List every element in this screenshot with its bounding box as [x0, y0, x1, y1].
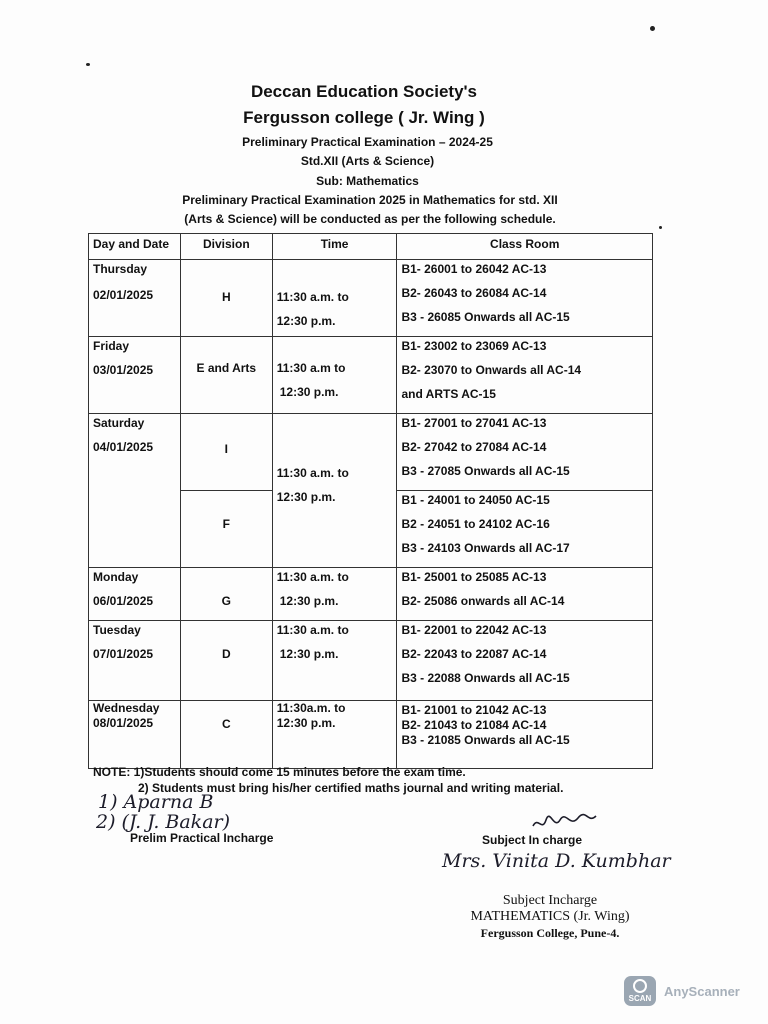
- class-room-cell: [397, 491, 653, 568]
- day-date-cell: [89, 260, 181, 337]
- division-cell: [180, 621, 272, 701]
- column-header: Division: [180, 234, 272, 260]
- scan-speck: [650, 26, 655, 31]
- division-text: E and Arts: [196, 361, 257, 375]
- column-header: Time: [272, 234, 397, 260]
- room-batch: B1- 21001 to 21042 AC-13: [401, 703, 547, 717]
- room-batch: B2 - 24051 to 24102 AC-16: [401, 517, 550, 531]
- day-text: Friday: [93, 339, 130, 353]
- society-name: Deccan Education Society's: [250, 82, 478, 101]
- stamp-line-1: Subject Incharge: [502, 893, 598, 908]
- time-start: 11:30 a.m to: [276, 361, 346, 375]
- time-start: 11:30 a.m. to: [276, 570, 349, 584]
- scanner-logo-icon: [624, 976, 656, 1006]
- subject-incharge-label: Subject In charge: [482, 833, 583, 847]
- table-row: [89, 414, 653, 491]
- time-end: 12:30 p.m.: [276, 716, 336, 730]
- room-batch: B3 - 27085 Onwards all AC-15: [401, 464, 570, 478]
- date-text: 06/01/2025: [93, 594, 154, 608]
- class-room-cell: [397, 337, 653, 414]
- subject-line: Sub: Mathematics: [316, 174, 419, 188]
- division-cell: [180, 337, 272, 414]
- exam-title: Preliminary Practical Examination – 2024-25: [242, 135, 493, 149]
- time-cell: [272, 621, 397, 701]
- room-batch: B2- 26043 to 26084 AC-14: [401, 286, 547, 300]
- scanner-app-name: AnyScanner: [664, 983, 740, 999]
- date-text: 07/01/2025: [93, 647, 154, 661]
- day-date-cell: [89, 414, 181, 568]
- table-header-row: [89, 234, 653, 260]
- room-batch: B1- 27001 to 27041 AC-13: [401, 416, 547, 430]
- day-text: Monday: [93, 570, 139, 584]
- division-text: C: [221, 717, 231, 731]
- division-cell: [180, 701, 272, 769]
- division-cell: [180, 414, 272, 491]
- scanner-watermark: [624, 976, 740, 1006]
- date-text: 04/01/2025: [93, 440, 154, 454]
- table-row: [89, 701, 653, 769]
- prelim-incharge-label: Prelim Practical Incharge: [130, 831, 274, 845]
- room-batch: B1- 25001 to 25085 AC-13: [401, 570, 547, 584]
- division-text: G: [221, 594, 231, 608]
- room-batch: B3 - 21085 Onwards all AC-15: [401, 733, 570, 747]
- schedule-table: [88, 233, 653, 769]
- day-date-cell: [89, 337, 181, 414]
- scanner-logo-text: SCAN: [628, 994, 652, 1003]
- stamp-line-2: MATHEMATICS (Jr. Wing): [470, 909, 630, 924]
- handwritten-initials: [530, 812, 600, 834]
- time-end: 12:30 p.m.: [279, 594, 339, 608]
- time-end: 12:30 p.m.: [276, 314, 336, 328]
- class-room-cell: [397, 414, 653, 491]
- handwritten-signature-2: 2) (J. J. Bakar): [96, 811, 231, 833]
- time-end: 12:30 p.m.: [279, 385, 339, 399]
- table-row: [89, 337, 653, 414]
- time-end: 12:30 p.m.: [276, 490, 336, 504]
- table-row: [89, 568, 653, 621]
- scan-speck: [659, 226, 662, 229]
- time-start: 11:30 a.m. to: [276, 623, 349, 637]
- day-text: Tuesday: [93, 623, 141, 637]
- room-batch: B2- 25086 onwards all AC-14: [401, 594, 565, 608]
- division-cell: [180, 260, 272, 337]
- class-room-cell: [397, 621, 653, 701]
- column-header: Class Room: [397, 234, 653, 260]
- note-1: NOTE: 1)Students should come 15 minutes before the exam time.: [93, 765, 466, 779]
- room-batch: B2- 21043 to 21084 AC-14: [401, 718, 547, 732]
- column-header: Day and Date: [89, 234, 181, 260]
- class-room-cell: [397, 568, 653, 621]
- intro-line-1: Preliminary Practical Examination 2025 in Mathematics for std. XII: [182, 193, 558, 207]
- class-room-cell: [397, 260, 653, 337]
- date-text: 02/01/2025: [93, 288, 154, 302]
- date-text: 03/01/2025: [93, 363, 154, 377]
- time-start: 11:30a.m. to: [276, 701, 346, 715]
- standard-line: Std.XII (Arts & Science): [300, 154, 435, 168]
- room-batch: B2- 22043 to 22087 AC-14: [401, 647, 547, 661]
- room-batch: B2- 27042 to 27084 AC-14: [401, 440, 547, 454]
- time-start: 11:30 a.m. to: [276, 290, 349, 304]
- day-date-cell: [89, 568, 181, 621]
- room-batch: B3 - 22088 Onwards all AC-15: [401, 671, 570, 685]
- college-name: Fergusson college ( Jr. Wing ): [243, 108, 485, 127]
- day-date-cell: [89, 621, 181, 701]
- division-text: H: [221, 290, 231, 304]
- class-room-cell: [397, 701, 653, 769]
- room-batch: and ARTS AC-15: [401, 387, 496, 401]
- date-text: 08/01/2025: [93, 716, 154, 730]
- time-cell: [272, 337, 397, 414]
- stamp-line-3: Fergusson College, Pune-4.: [480, 926, 620, 940]
- table-row: [89, 621, 653, 701]
- scan-speck: [86, 63, 90, 66]
- time-cell: [272, 260, 397, 337]
- time-cell: [272, 568, 397, 621]
- note-2: 2) Students must bring his/her certified maths journal and writing material.: [138, 781, 564, 795]
- room-batch: B1 - 24001 to 24050 AC-15: [401, 493, 550, 507]
- division-text: D: [221, 647, 231, 661]
- handwritten-name: Mrs. Vinita D. Kumbhar: [442, 850, 671, 872]
- room-batch: B3 - 26085 Onwards all AC-15: [401, 310, 570, 324]
- time-start: 11:30 a.m. to: [276, 466, 349, 480]
- room-batch: B1- 26001 to 26042 AC-13: [401, 262, 547, 276]
- time-end: 12:30 p.m.: [279, 647, 339, 661]
- table-row: [89, 260, 653, 337]
- day-text: Wednesday: [93, 701, 160, 715]
- division-cell: [180, 491, 272, 568]
- room-batch: B1- 22001 to 22042 AC-13: [401, 623, 547, 637]
- time-cell: [272, 414, 397, 568]
- room-batch: B1- 23002 to 23069 AC-13: [401, 339, 547, 353]
- intro-line-2: (Arts & Science) will be conducted as per the following schedule.: [184, 212, 556, 226]
- division-text: F: [222, 517, 230, 531]
- day-text: Saturday: [93, 416, 145, 430]
- room-batch: B3 - 24103 Onwards all AC-17: [401, 541, 570, 555]
- time-cell: [272, 701, 397, 769]
- division-text: I: [224, 442, 228, 456]
- day-date-cell: [89, 701, 181, 769]
- division-cell: [180, 568, 272, 621]
- room-batch: B2- 23070 to Onwards all AC-14: [401, 363, 582, 377]
- handwritten-signature-1: 1) Aparna B: [98, 791, 214, 813]
- day-text: Thursday: [93, 262, 148, 276]
